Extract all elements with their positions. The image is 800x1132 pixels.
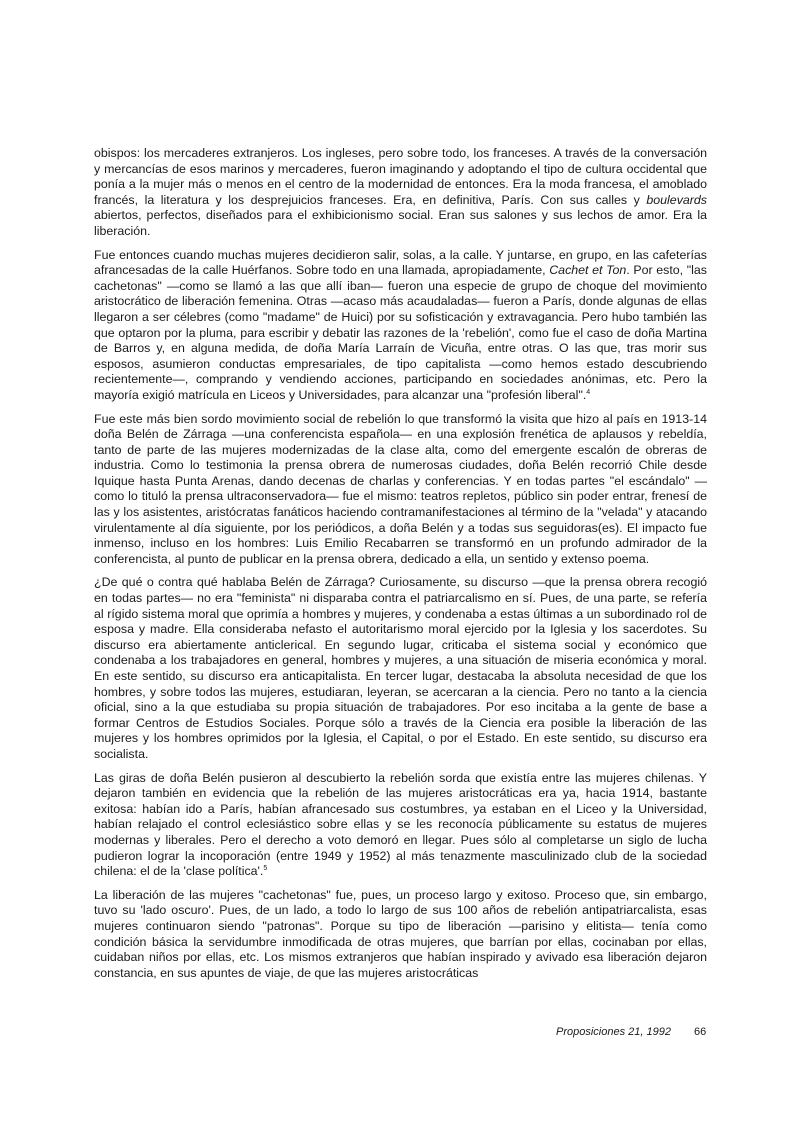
journal-citation: Proposiciones 21, 1992 [556,1026,671,1038]
paragraph-text: . Por esto, "las cachetonas" —como se llamó a las que allí iban— fueron una especie de grupo de choque del movimiento aristocrático de liberación femenina. Otras —acaso más acaudaladas— fueron a París, donde algunas de ellas llegaron a ser célebres (como "madame" de Huici) por su sofisticación y extravagancia. Pero hubo también las que optaron por la pluma, para escribir y debatir las razones de la 'rebelión', como fue el caso de doña Martina de Barros y, en alguna medida, de doña María Larraín de Vicuña, entre otras. O las que, tras morir sus esposos, asumieron conductas empresariales, de tipo capitalista —como hemos estado descubriendo recientemente—, comprando y vendiendo acciones, participando en sociedades anónimas, etc. Pero la mayoría exigió matrícula en Liceos y Universidades, para alcanzar una "profesión liberal". [94,263,707,402]
paragraph [94,146,707,240]
paragraph [94,248,707,404]
paragraph [94,575,707,762]
paragraph [94,771,707,880]
italic-text: Cachet et Ton [549,263,627,278]
paragraph-text: La liberación de las mujeres "cachetonas" fue, pues, un proceso largo y exitoso. Proceso que, sin embargo, tuvo su 'lado oscuro'. Pues, de un lado, a todo lo largo de sus 100 años de rebelión antipatriarcalista, esas mujeres continuaron siendo "patronas". Porque su tipo de liberación —parisino y elitista— tenía como condición básica la servidumbre inmodificada de otras mujeres, que barrían por ellas, cocinaban por ellas, cuidaban niños por ellas, etc. Los mismos extranjeros que habían inspirado y avivado esa liberación dejaron constancia, en sus apuntes de viaje, de que las mujeres aristocráticas [94,887,707,980]
paragraph-text: Fue este más bien sordo movimiento social de rebelión lo que transformó la visita que hizo al país en 1913-14 doña Belén de Zárraga —una conferencista española— en una explosión frenética de aplausos y rebeldía, tanto de parte de las mujeres modernizadas de la clase alta, como del emergente escalón de obreras de industria. Como lo testimonia la prensa obrera de numerosas ciudades, doña Belén recorrió Chile desde Iquique hasta Punta Arenas, dando decenas de charlas y conferencias. Y en todas partes "el escándalo" —como lo tituló la prensa ultraconservadora— fue el mismo: teatros repletos, público sin poder entrar, frenesí de las y los asistentes, aristócratas fanáticos haciendo contramanifestaciones al término de la "velada" y atacando virulentamente al día siguiente, por los periódicos, a doña Belén y a todas sus seguidoras(es). El impacto fue inmenso, incluso en los hombres: Luis Emilio Recabarren se transformó en un profundo admirador de la conferencista, al punto de publicar en la prensa obrera, dedicado a ella, un sentido y extenso poema. [94,411,707,566]
paragraph-text: Las giras de doña Belén pusieron al descubierto la rebelión sorda que existía entre las mujeres chilenas. Y dejaron también en evidencia que la rebelión de las mujeres aristocráticas era ya, hacia 1914, bastante exitosa: habían ido a París, habían afrancesado sus costumbres, ya estaban en el Liceo y la Universidad, habían relajado el control eclesiástico sobre ellas y se les reconocía públicamente su estatus de mujeres modernas y liberales. Pero el derecho a voto demoró en llegar. Pues sólo al completarse un siglo de lucha pudieron lograr la incoporación (entre 1949 y 1952) al más tenazmente masculinizado club de la sociedad chilena: el de la 'clase política'. [94,770,707,879]
paragraph-text: abiertos, perfectos, diseñados para el exhibicionismo social. Eran sus salones y sus lechos de amor. Era la liberación. [94,208,707,238]
footnote-marker: 4 [586,388,591,396]
footnote-marker: 5 [263,865,268,873]
paragraph [94,412,707,568]
paragraph-text: obispos: los mercaderes extranjeros. Los ingleses, pero sobre todo, los franceses. A través de la conversación y mercancías de esos marinos y mercaderes, fueron imaginando y adoptando el tipo de cultura occidental que ponía a la mujer más o menos en el centro de la modernidad de entonces. Era la moda francesa, el amoblado francés, la literatura y los desprejuicios franceses. Era, en definitiva, París. Con sus calles y [94,146,707,207]
body-text [94,146,707,989]
paragraph-text: ¿De qué o contra qué hablaba Belén de Zárraga? Curiosamente, su discurso —que la prensa obrera recogió en todas partes— no era "feminista" ni disparaba contra el patriarcalismo en sí. Pues, de una parte, se refería al rígido sistema moral que oprimía a hombres y mujeres, y condenaba a estas últimas a un subordinado rol de esposa y madre. Ella consideraba nefasto el autoritarismo moral ejercido por la Iglesia y los sacerdotes. Su discurso era abiertamente anticlerical. En segundo lugar, criticaba el sistema social y económico que condenaba a los trabajadores en general, hombres y mujeres, a una situación de miseria económica y moral. En este sentido, su discurso era anticapitalista. En tercer lugar, destacaba la absoluta necesidad de que los hombres, y sobre todos las mujeres, estudiaran, leyeran, se acercaran a la ciencia. Pero no tanto a la ciencia oficial, sino a la que estudiaba su propia situación de trabajadores. Por eso incitaba a la gente de base a formar Centros de Estudios Sociales. Porque sólo a través de la Ciencia era posible la liberación de las mujeres y los hombres oprimidos por la Iglesia, el Capital, o por el Estado. En este sentido, su discurso era socialista. [94,575,707,761]
paragraph [94,888,707,982]
page-number: 66 [694,1026,707,1038]
italic-text: boulevards [646,192,707,207]
paragraph-text: Fue entonces cuando muchas mujeres decidieron salir, solas, a la calle. Y juntarse, en grupo, en las cafeterías afrancesadas de la calle Huérfanos. Sobre todo en una llamada, apropiadamente, [94,247,707,278]
